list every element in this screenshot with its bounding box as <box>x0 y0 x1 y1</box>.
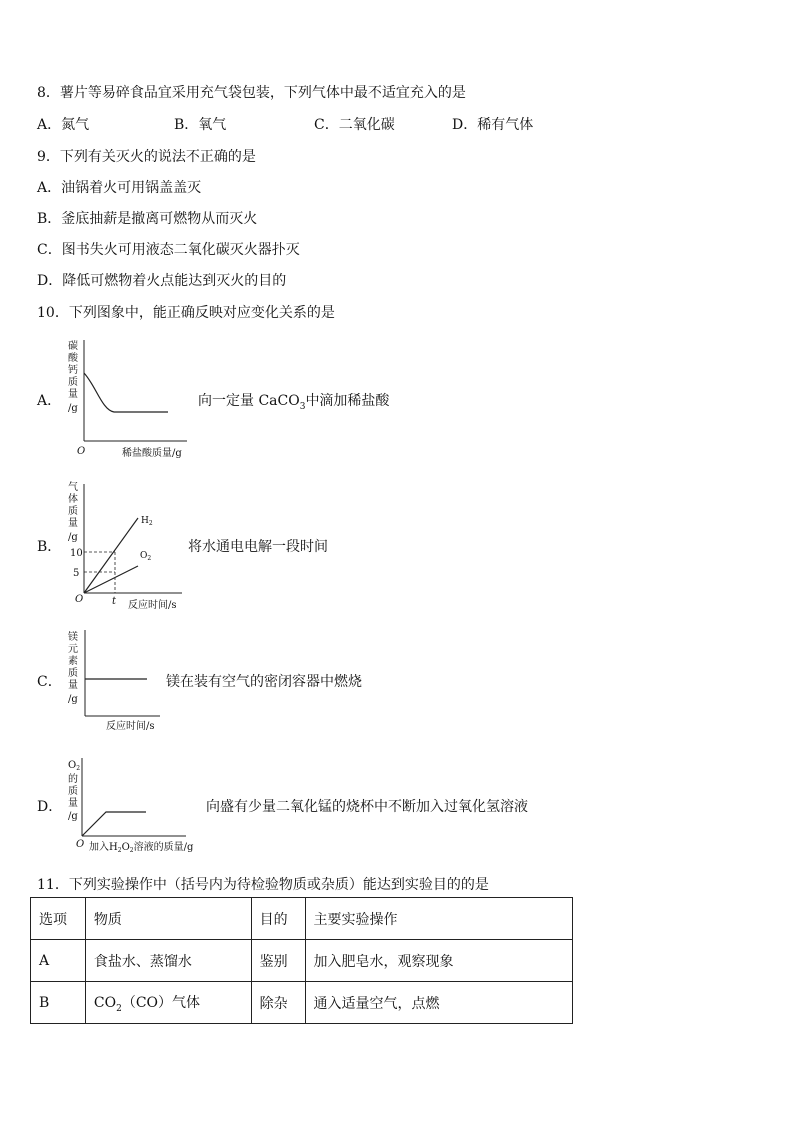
graph-b-ytick-10: 10 <box>70 548 83 559</box>
graph-c-desc: 镁在装有空气的密闭容器中燃烧 <box>166 674 362 690</box>
q11-table <box>30 897 573 1024</box>
q8-stem: 8．薯片等易碎食品宜采用充气袋包装，下列气体中最不适宜充入的是 <box>37 85 466 101</box>
graph-c-ylabel-5: 量 <box>68 680 78 691</box>
graph-d-ylabel-3: 量 <box>68 798 78 809</box>
graph-a-curve <box>84 373 168 412</box>
table-cell-operation: 通入适量空气，点燃 <box>305 982 572 1024</box>
graph-a <box>62 338 202 463</box>
q9-option-a: A．油锅着火可用锅盖盖灭 <box>37 180 202 196</box>
graph-d-origin: O <box>76 839 85 850</box>
graph-b-ylabel-3: 质 <box>68 506 78 517</box>
graph-c-ylabel-6: /g <box>68 694 78 705</box>
graph-d <box>62 756 207 856</box>
graph-c-xlabel: 反应时间/s <box>106 721 155 732</box>
graph-d-curve <box>82 812 146 836</box>
graph-a-desc: 向一定量 CaCO$_3$中滴加稀盐酸 <box>198 393 390 412</box>
table-header-option: 选项 <box>31 898 86 940</box>
graph-c-label: C． <box>37 674 62 690</box>
q8-option-d: D．稀有气体 <box>452 117 534 133</box>
graph-b-label: B． <box>37 539 62 555</box>
graph-b-desc: 将水通电电解一段时间 <box>188 539 328 555</box>
graph-d-xlabel: 加入$H_2O_2$溶液的质量/g <box>89 842 194 854</box>
table-cell-substance: $CO_2(CO)$气体 <box>85 982 251 1024</box>
graph-b-ylabel-5: /g <box>68 532 78 543</box>
table-header-purpose: 目的 <box>251 898 305 940</box>
q10-stem: 10．下列图象中，能正确反映对应变化关系的是 <box>37 305 335 321</box>
q8-option-b: B．氧气 <box>174 117 227 133</box>
table-row <box>31 982 573 1024</box>
graph-b-origin: O <box>75 594 84 605</box>
q9-stem: 9．下列有关灭火的说法不正确的是 <box>37 149 256 165</box>
table-cell-purpose: 除杂 <box>251 982 305 1024</box>
graph-b <box>62 480 202 610</box>
q9-option-d: D．降低可燃物着火点能达到灭火的目的 <box>37 273 287 289</box>
graph-b-ytick-5: 5 <box>73 568 80 579</box>
graph-d-ylabel-top: $O_2$ <box>68 760 81 772</box>
graph-a-ylabel-4: 质 <box>68 377 78 388</box>
table-cell-option: B <box>31 982 86 1024</box>
graph-b-xtick-t: t <box>112 596 117 607</box>
table-cell-operation: 加入肥皂水，观察现象 <box>305 940 572 982</box>
graph-a-ylabel-3: 钙 <box>68 365 78 376</box>
graph-a-origin: O <box>77 446 86 457</box>
graph-b-o2-label: $O_2$ <box>140 551 152 562</box>
q9-option-b: B．釜底抽薪是撤离可燃物从而灭火 <box>37 211 258 227</box>
table-row <box>31 940 573 982</box>
graph-b-ylabel-4: 量 <box>68 518 78 529</box>
graph-b-ylabel-2: 体 <box>68 494 78 505</box>
q8-options <box>37 114 737 134</box>
table-header-substance: 物质 <box>85 898 251 940</box>
graph-d-desc: 向盛有少量二氧化锰的烧杯中不断加入过氧化氢溶液 <box>206 799 528 815</box>
graph-c-ylabel-4: 质 <box>68 668 78 679</box>
table-cell-purpose: 鉴别 <box>251 940 305 982</box>
graph-a-ylabel-6: /g <box>68 403 78 414</box>
q8-option-c: C．二氧化碳 <box>314 117 395 133</box>
q8-option-a: A．氮气 <box>37 117 90 133</box>
graph-a-ylabel-5: 量 <box>68 389 78 400</box>
graph-a-xlabel: 稀盐酸质量/g <box>122 448 182 459</box>
table-cell-option: A <box>31 940 86 982</box>
graph-a-label: A． <box>37 393 62 409</box>
graph-a-ylabel-1: 碳 <box>68 341 78 352</box>
graph-d-ylabel-1: 的 <box>68 774 78 785</box>
graph-d-label: D． <box>37 799 63 815</box>
graph-d-ylabel-4: /g <box>68 811 78 822</box>
table-cell-substance: 食盐水、蒸馏水 <box>85 940 251 982</box>
q9-option-c: C．图书失火可用液态二氧化碳灭火器扑灭 <box>37 242 300 258</box>
table-header-operation: 主要实验操作 <box>305 898 572 940</box>
graph-d-ylabel-2: 质 <box>68 786 78 797</box>
graph-c-ylabel-1: 镁 <box>68 632 78 643</box>
graph-b-h2-label: $H_2$ <box>141 516 153 527</box>
graph-a-ylabel-2: 酸 <box>68 353 78 364</box>
graph-b-h2-line <box>84 518 138 593</box>
graph-c-ylabel-2: 元 <box>68 644 78 655</box>
q11-stem: 11．下列实验操作中（括号内为待检验物质或杂质）能达到实验目的的是 <box>37 877 489 893</box>
graph-c-ylabel-3: 素 <box>68 656 78 667</box>
graph-b-o2-line <box>84 566 138 593</box>
table-header-row <box>31 898 573 940</box>
graph-b-ylabel-1: 气 <box>68 482 78 493</box>
graph-b-xlabel: 反应时间/s <box>128 600 177 611</box>
